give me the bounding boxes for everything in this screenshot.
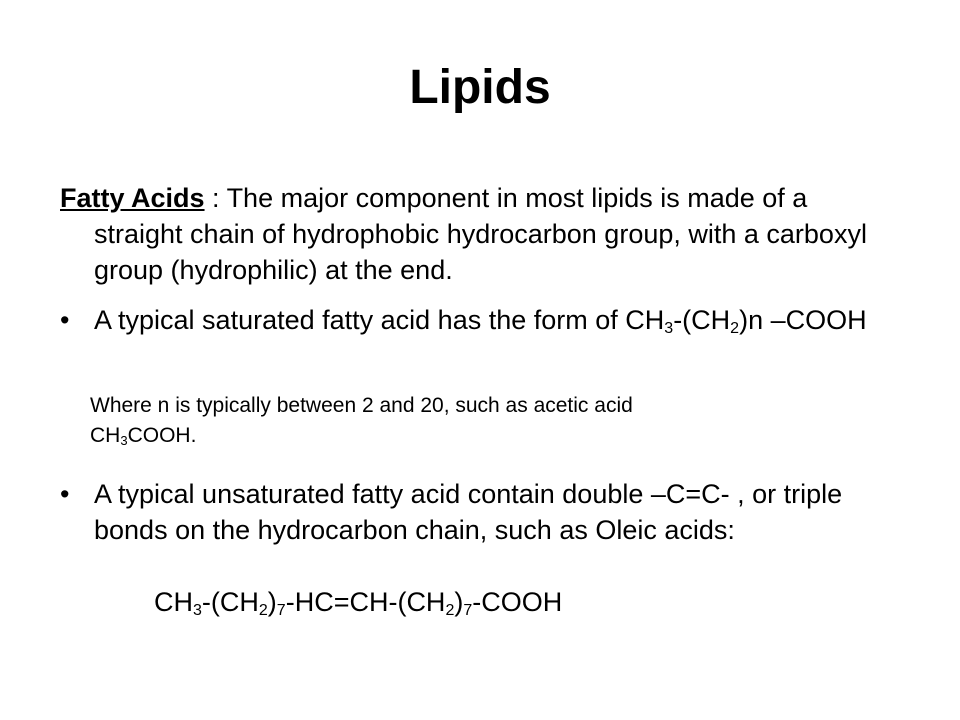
subscript: 2 — [730, 320, 740, 337]
bullet-icon: • — [60, 305, 70, 335]
note-line-1: Where n is typically between 2 and 20, such as acetic acid — [90, 394, 633, 417]
subscript: 7 — [276, 602, 286, 619]
oleic-acid-formula — [154, 584, 562, 620]
bullet-saturated-text: A typical saturated fatty acid has the form of CH — [94, 305, 665, 335]
subscript: 3 — [664, 320, 674, 337]
formula-part: CH — [154, 587, 193, 617]
subscript: 7 — [463, 602, 473, 619]
intro-paragraph — [60, 180, 900, 288]
formula-part: ) — [267, 587, 277, 617]
bullet-unsaturated — [60, 476, 900, 548]
formula-part: -COOH — [472, 587, 563, 617]
formula-part: -(CH — [201, 587, 259, 617]
note-line-2 — [90, 421, 810, 451]
subscript: 2 — [258, 602, 268, 619]
formula-part: CH — [90, 424, 121, 447]
acetic-acid-note — [90, 391, 810, 451]
slide-title: Lipids — [409, 61, 551, 114]
intro-text: : The major component in most lipids is made of a straight chain of hydrophobic hydrocarbon group, with a carboxyl group (hydrophilic) at the end. — [94, 183, 867, 285]
bullet-saturated — [60, 302, 900, 338]
formula-part: ) — [454, 587, 464, 617]
fatty-acids-heading: Fatty Acids — [60, 183, 205, 213]
bullet-unsaturated-text: A typical unsaturated fatty acid contain double –C=C- , or triple bonds on the hydrocarbon chain, such as Oleic acids: — [94, 479, 843, 545]
subscript: 3 — [120, 433, 128, 448]
formula-part: -(CH — [673, 305, 731, 335]
formula-part: COOH. — [127, 424, 197, 447]
bullet-icon: • — [60, 479, 70, 509]
formula-part: -HC=CH-(CH — [285, 587, 446, 617]
subscript: 3 — [193, 602, 202, 619]
subscript: 2 — [445, 602, 455, 619]
formula-part: )n –COOH — [739, 305, 867, 335]
